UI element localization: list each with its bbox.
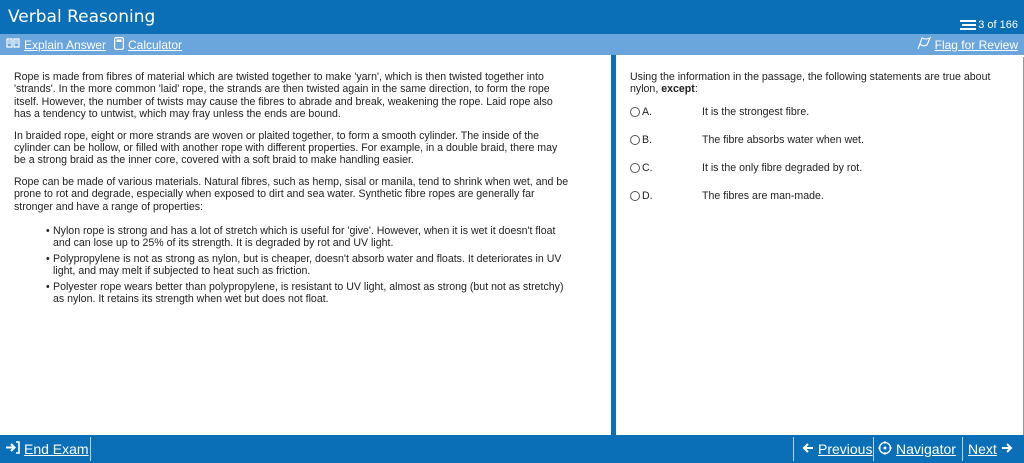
question-pane: [616, 57, 1024, 435]
previous-label: Previous: [818, 441, 873, 457]
bottom-bar: [0, 435, 1024, 463]
radio-button[interactable]: [630, 135, 640, 145]
option-text: It is the strongest fibre.: [702, 105, 810, 118]
radio-button[interactable]: [630, 191, 640, 201]
next-button[interactable]: [968, 435, 1013, 463]
option-text: The fibre absorbs water when wet.: [702, 133, 864, 146]
option-text: It is the only fibre degraded by rot.: [702, 161, 863, 174]
passage-paragraph: In braided rope, eight or more strands are woven or plaited together, to form a smooth cylinder. The inside of the cylinder can be hollow, or filled with another rope with different properties. For example, in a double braid, there may be a strong braid as the inner core, covered with a soft braid to make handling easier.: [14, 129, 558, 167]
next-label: Next: [968, 441, 997, 457]
question-stem-end: :: [694, 83, 698, 96]
progress-text: 3 of 166: [978, 19, 1018, 31]
list-item: • Polypropylene is not as strong as nylon, but is cheaper, doesn't absorb water and floats. It deteriorates in UV light, and may melt if subjected to heat such as friction.: [46, 253, 571, 278]
toolbar: [0, 34, 1024, 55]
explain-answer-label: Explain Answer: [24, 37, 107, 52]
flag-for-review-label: Flag for Review: [934, 38, 1018, 52]
list-item: • Polyester rope wears better than polypropylene, is resistant to UV light, almost as strong (but not as stretchy) as nylon. It retains its strength when wet but does not float.: [46, 281, 571, 306]
question-stem: [630, 71, 999, 96]
question-area: [616, 57, 1023, 203]
end-exam-button[interactable]: [6, 435, 89, 463]
radio-button[interactable]: [630, 163, 640, 173]
option-letter: C.: [642, 161, 653, 174]
list-icon: [960, 20, 976, 31]
navigator-icon: [878, 441, 892, 458]
question-emphasis: except: [661, 83, 695, 96]
end-exam-label: End Exam: [24, 441, 89, 457]
flag-for-review-button[interactable]: [917, 37, 1018, 53]
exit-icon: [6, 441, 20, 457]
explain-answer-button[interactable]: [6, 37, 106, 52]
navigator-button[interactable]: [878, 435, 956, 463]
property-list: [46, 225, 571, 305]
option-text: The fibres are man-made.: [702, 189, 824, 202]
passage-paragraph: Rope is made from fibres of material which are twisted together to make 'yarn', which is then twisted together into 'strands'. In the more common 'laid' rope, the strands are then twisted again in the same direction, to form the rope itself. However, the number of twists may cause the fibres to abrade and break, weakening the rope. Laid rope also has a tendency to untwist, which may fray unless the ends are bound.: [14, 71, 553, 121]
arrow-left-icon: [802, 441, 814, 457]
exam-title: Verbal Reasoning: [8, 7, 156, 27]
option-letter: B.: [642, 133, 653, 146]
question-progress: [960, 19, 1018, 31]
answer-option-b[interactable]: [630, 133, 999, 147]
separator: [90, 437, 91, 461]
answer-option-d[interactable]: [630, 189, 999, 203]
passage-paragraph: Rope can be made of various materials. Natural fibres, such as hemp, sisal or manila, tend to shrink when wet, and be prone to rot and degrade, especially when exposed to dirt and sea water. Synthetic fibre ropes are generally far stronger and have a range of properties:: [14, 175, 569, 213]
navigator-label: Navigator: [896, 441, 956, 457]
calculator-icon: [114, 37, 124, 53]
separator: [962, 437, 963, 461]
radio-button[interactable]: [630, 107, 640, 117]
answer-option-a[interactable]: [630, 105, 999, 119]
calculator-label: Calculator: [128, 38, 183, 52]
previous-button[interactable]: [802, 435, 872, 463]
question-stem-text: Using the information in the passage, the following statements are true about nylon,: [630, 71, 991, 96]
answer-option-c[interactable]: [630, 161, 999, 175]
explain-icon: [6, 37, 20, 52]
list-item: • Nylon rope is strong and has a lot of stretch which is useful for 'give'. However, when it is wet it doesn't float and can lose up to 25% of its strength. It is degraded by rot and UV light.: [46, 225, 571, 250]
option-letter: A.: [642, 105, 653, 118]
arrow-right-icon: [1001, 441, 1013, 457]
passage-pane[interactable]: [0, 57, 611, 435]
option-letter: D.: [642, 189, 653, 202]
flag-icon: [917, 37, 931, 53]
separator: [793, 437, 794, 461]
passage-text: [0, 57, 611, 306]
title-bar: [0, 0, 1024, 34]
calculator-button[interactable]: [114, 37, 182, 53]
separator: [873, 437, 874, 461]
